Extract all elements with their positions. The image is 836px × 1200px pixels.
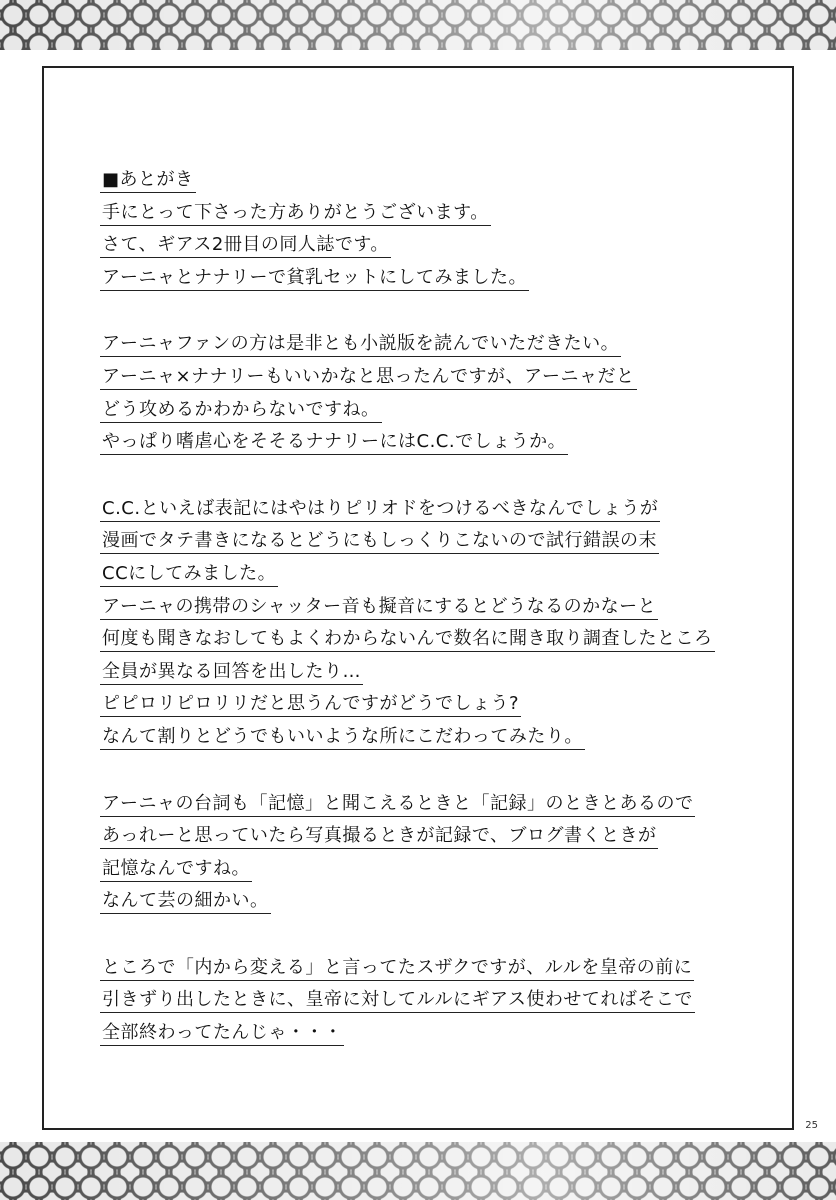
text-line: ところで「内から変える」と言ってたスザクですが、ルルを皇帝の前に xyxy=(100,956,780,980)
text-line: 全部終わってたんじゃ・・・ xyxy=(100,1021,780,1045)
text-line: ピピロリピロリリだと思うんですがどうでしょう? xyxy=(100,692,780,716)
text-line: なんて芸の細かい。 xyxy=(100,889,780,913)
text-line: アーニャの携帯のシャッター音も擬音にするとどうなるのかなーと xyxy=(100,595,780,619)
text-line: どう攻めるかわからないですね。 xyxy=(100,398,780,422)
page-number: 25 xyxy=(805,1120,818,1131)
bottom-border-gradient xyxy=(0,1142,836,1200)
text-line: 漫画でタテ書きになるとどうにもしっくりこないので試行錯誤の末 xyxy=(100,529,780,553)
text-line: 全員が異なる回答を出したり… xyxy=(100,660,780,684)
text-line: 引きずり出したときに、皇帝に対してルルにギアス使わせてればそこで xyxy=(100,988,780,1012)
paragraph-gap xyxy=(100,463,780,497)
text-line: 何度も聞きなおしてもよくわからないんで数名に聞き取り調査したところ xyxy=(100,627,780,651)
text-line: 手にとって下さった方ありがとうございます。 xyxy=(100,201,780,225)
text-line: アーニャファンの方は是非とも小説版を読んでいただきたい。 xyxy=(100,332,780,356)
paragraph-gap xyxy=(100,298,780,332)
paragraph-gap xyxy=(100,922,780,956)
paragraph-gap xyxy=(100,758,780,792)
text-line: なんて割りとどうでもいいような所にこだわってみたり。 xyxy=(100,725,780,749)
text-line: 記憶なんですね。 xyxy=(100,857,780,881)
text-line: アーニャの台詞も「記憶」と聞こえるときと「記録」のときとあるので xyxy=(100,792,780,816)
afterword-heading: ■あとがき xyxy=(100,168,780,192)
text-line: さて、ギアス2冊目の同人誌です。 xyxy=(100,233,780,257)
text-line: やっぱり嗜虐心をそそるナナリーにはC.C.でしょうか。 xyxy=(100,430,780,454)
text-line: CCにしてみました。 xyxy=(100,562,780,586)
text-line: アーニャとナナリーで貧乳セットにしてみました。 xyxy=(100,266,780,290)
text-line: C.C.といえば表記にはやはりピリオドをつけるべきなんでしょうが xyxy=(100,497,780,521)
afterword-text-block xyxy=(100,168,780,1054)
text-line: アーニャ×ナナリーもいいかなと思ったんですが、アーニャだと xyxy=(100,365,780,389)
text-line: あっれーと思っていたら写真撮るときが記録で、ブログ書くときが xyxy=(100,824,780,848)
